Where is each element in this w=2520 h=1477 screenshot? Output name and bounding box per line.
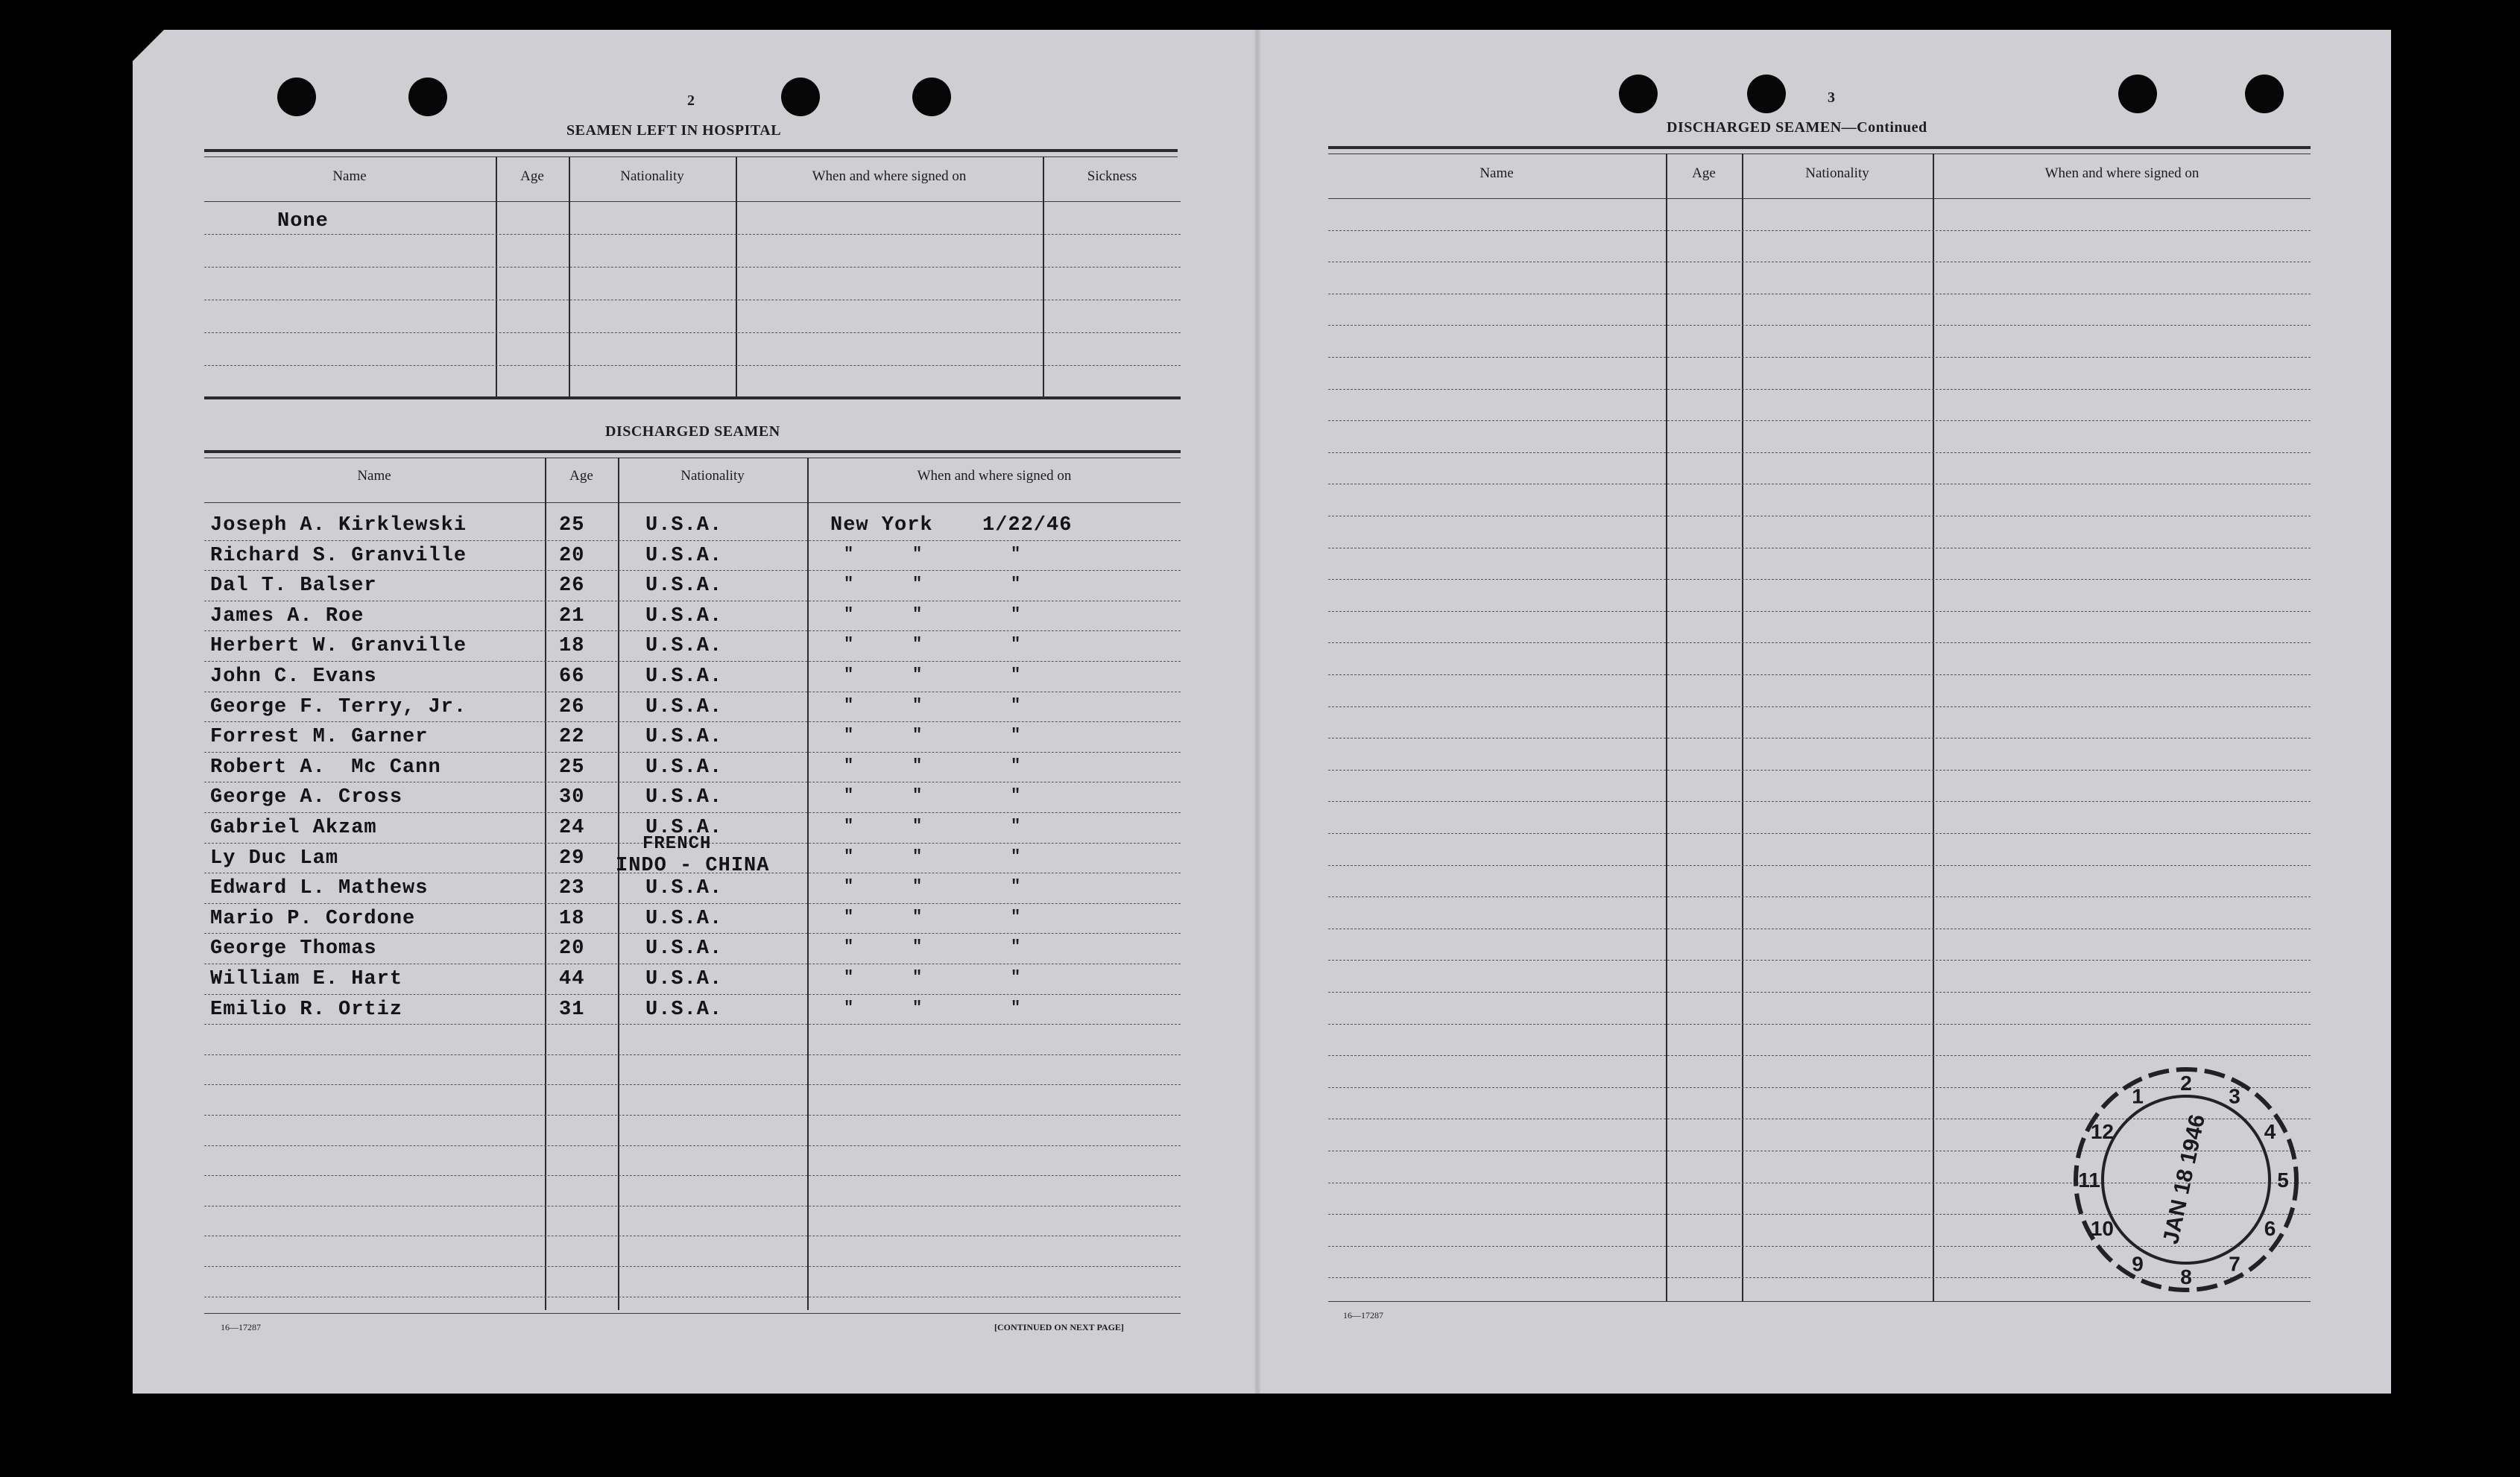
row-line bbox=[204, 1024, 1181, 1025]
ditto-mark: " bbox=[1011, 786, 1021, 805]
ditto-mark: " bbox=[844, 665, 854, 684]
ditto-mark: " bbox=[844, 696, 854, 715]
seaman-age: 30 bbox=[559, 786, 585, 809]
punch-hole bbox=[1619, 75, 1658, 113]
column-divider bbox=[736, 156, 737, 398]
ditto-mark: " bbox=[912, 968, 923, 987]
ditto-mark: " bbox=[844, 847, 854, 866]
seaman-nationality: U.S.A. bbox=[645, 937, 723, 960]
ditto-mark: " bbox=[912, 756, 923, 775]
row-line bbox=[204, 812, 1181, 813]
row-line bbox=[1328, 230, 2311, 231]
ditto-mark: " bbox=[1011, 635, 1021, 654]
stamp-date: JAN 18 1946 bbox=[2159, 1112, 2211, 1247]
column-header-age: Age bbox=[569, 468, 593, 484]
seaman-name: Gabriel Akzam bbox=[210, 817, 377, 839]
ditto-mark: " bbox=[1011, 908, 1021, 926]
seaman-nationality: U.S.A. bbox=[645, 665, 723, 688]
continued-note: [CONTINUED ON NEXT PAGE] bbox=[994, 1322, 1124, 1332]
row-line bbox=[204, 752, 1181, 753]
stamp-ring-number: 10 bbox=[2090, 1217, 2114, 1240]
punch-hole bbox=[781, 78, 820, 116]
row-line bbox=[1328, 674, 2311, 675]
column-header-signed-on: When and where signed on bbox=[2044, 165, 2200, 181]
column-divider bbox=[1933, 154, 1934, 1301]
row-line bbox=[204, 267, 1181, 268]
ditto-mark: " bbox=[912, 786, 923, 805]
ditto-mark: " bbox=[844, 817, 854, 835]
row-line bbox=[1328, 642, 2311, 643]
row-line bbox=[1328, 420, 2311, 421]
ditto-mark: " bbox=[1011, 545, 1021, 563]
seaman-age: 20 bbox=[559, 545, 585, 567]
row-line bbox=[1328, 389, 2311, 390]
rule bbox=[204, 1313, 1181, 1314]
punch-hole bbox=[1747, 75, 1786, 113]
seaman-nationality: U.S.A. bbox=[645, 817, 723, 839]
page-number: 3 bbox=[1828, 89, 1835, 106]
seaman-nationality: U.S.A. bbox=[645, 756, 723, 779]
seaman-name: Edward L. Mathews bbox=[210, 877, 429, 899]
row-line bbox=[1328, 801, 2311, 802]
ditto-mark: " bbox=[1011, 937, 1021, 956]
ditto-mark: " bbox=[912, 545, 923, 563]
ditto-mark: " bbox=[912, 817, 923, 835]
row-line bbox=[204, 365, 1181, 366]
discharged-continued-title: DISCHARGED SEAMEN—Continued bbox=[1667, 119, 1927, 136]
seaman-nationality: INDO - CHINA bbox=[616, 855, 770, 877]
column-header-name: Name bbox=[357, 468, 391, 484]
column-header-nationality: Nationality bbox=[1805, 165, 1869, 181]
punch-hole bbox=[2118, 75, 2157, 113]
seaman-nationality: U.S.A. bbox=[645, 635, 723, 657]
row-line bbox=[1328, 992, 2311, 993]
seaman-nationality: U.S.A. bbox=[645, 605, 723, 627]
column-header-age: Age bbox=[1692, 165, 1716, 181]
ditto-mark: " bbox=[912, 847, 923, 866]
ditto-mark: " bbox=[912, 575, 923, 593]
ditto-mark: " bbox=[912, 877, 923, 896]
row-line bbox=[1328, 1024, 2311, 1025]
ditto-mark: " bbox=[844, 726, 854, 744]
seaman-age: 44 bbox=[559, 968, 585, 990]
hospital-section-title: SEAMEN LEFT IN HOSPITAL bbox=[566, 122, 782, 139]
seaman-age: 20 bbox=[559, 937, 585, 960]
seaman-age: 66 bbox=[559, 665, 585, 688]
seaman-age: 31 bbox=[559, 999, 585, 1021]
seaman-nationality: U.S.A. bbox=[645, 545, 723, 567]
row-line bbox=[204, 332, 1181, 333]
ditto-mark: " bbox=[912, 665, 923, 684]
row-line bbox=[1328, 452, 2311, 453]
ditto-mark: " bbox=[844, 937, 854, 956]
row-line bbox=[204, 1054, 1181, 1055]
ditto-mark: " bbox=[1011, 605, 1021, 624]
seaman-name: James A. Roe bbox=[210, 605, 364, 627]
date-stamp bbox=[2063, 1057, 2309, 1303]
column-header-signed-on: When and where signed on bbox=[917, 468, 1072, 484]
seaman-name: Herbert W. Granville bbox=[210, 635, 467, 657]
nationality-note: FRENCH bbox=[642, 834, 712, 854]
form-number: 16—17287 bbox=[221, 1322, 261, 1332]
punch-hole bbox=[912, 78, 951, 116]
stamp-ring-number: 8 bbox=[2180, 1265, 2192, 1288]
column-divider bbox=[496, 156, 497, 398]
rule bbox=[204, 450, 1181, 453]
page-fold bbox=[1254, 30, 1260, 1394]
ditto-mark: " bbox=[844, 605, 854, 624]
ditto-mark: " bbox=[1011, 999, 1021, 1017]
seaman-name: William E. Hart bbox=[210, 968, 403, 990]
ditto-mark: " bbox=[1011, 665, 1021, 684]
row-line bbox=[204, 721, 1181, 722]
seaman-age: 22 bbox=[559, 726, 585, 748]
seaman-nationality: U.S.A. bbox=[645, 514, 723, 537]
ditto-mark: " bbox=[844, 635, 854, 654]
stamp-ring-number: 6 bbox=[2264, 1217, 2276, 1240]
column-divider bbox=[1043, 156, 1044, 398]
seaman-nationality: U.S.A. bbox=[645, 908, 723, 930]
ditto-mark: " bbox=[912, 908, 923, 926]
row-line bbox=[1328, 325, 2311, 326]
seaman-nationality: U.S.A. bbox=[645, 999, 723, 1021]
column-divider bbox=[1742, 154, 1743, 1301]
seaman-nationality: U.S.A. bbox=[645, 575, 723, 597]
punch-hole bbox=[408, 78, 447, 116]
seaman-age: 25 bbox=[559, 514, 585, 537]
signed-on-place: New York bbox=[830, 514, 933, 537]
row-line bbox=[204, 234, 1181, 235]
seaman-age: 23 bbox=[559, 877, 585, 899]
seaman-age: 25 bbox=[559, 756, 585, 779]
row-line bbox=[204, 1115, 1181, 1116]
column-header-nationality: Nationality bbox=[680, 468, 745, 484]
seaman-name: Mario P. Cordone bbox=[210, 908, 416, 930]
seaman-name: Robert A. Mc Cann bbox=[210, 756, 441, 779]
column-header-name: Name bbox=[332, 168, 367, 184]
seaman-name: Richard S. Granville bbox=[210, 545, 467, 567]
ditto-mark: " bbox=[844, 908, 854, 926]
seaman-name: Dal T. Balser bbox=[210, 575, 377, 597]
seaman-nationality: U.S.A. bbox=[645, 877, 723, 899]
stamp-ring-number: 12 bbox=[2090, 1120, 2114, 1143]
row-line bbox=[1328, 706, 2311, 707]
seaman-name: George A. Cross bbox=[210, 786, 403, 809]
form-number: 16—17287 bbox=[1343, 1310, 1383, 1321]
rule bbox=[204, 149, 1178, 152]
row-line bbox=[204, 903, 1181, 904]
ditto-mark: " bbox=[1011, 756, 1021, 775]
row-line bbox=[204, 661, 1181, 662]
ditto-mark: " bbox=[1011, 726, 1021, 744]
seaman-name: Emilio R. Ortiz bbox=[210, 999, 403, 1021]
ditto-mark: " bbox=[912, 937, 923, 956]
row-line bbox=[204, 540, 1181, 541]
seaman-age: 29 bbox=[559, 847, 585, 870]
seaman-name: Ly Duc Lam bbox=[210, 847, 339, 870]
stamp-ring-number: 1 bbox=[2132, 1084, 2144, 1108]
seaman-name: Forrest M. Garner bbox=[210, 726, 429, 748]
row-line bbox=[1328, 896, 2311, 897]
rule bbox=[1328, 146, 2311, 149]
column-header-nationality: Nationality bbox=[620, 168, 684, 184]
column-divider bbox=[569, 156, 570, 398]
stamp-ring-number: 2 bbox=[2180, 1072, 2192, 1095]
seaman-age: 18 bbox=[559, 908, 585, 930]
ditto-mark: " bbox=[844, 999, 854, 1017]
stamp-ring-number: 3 bbox=[2229, 1084, 2240, 1108]
rule bbox=[204, 156, 1178, 157]
ditto-mark: " bbox=[844, 545, 854, 563]
ditto-mark: " bbox=[1011, 847, 1021, 866]
ditto-mark: " bbox=[912, 605, 923, 624]
signed-on-date: 1/22/46 bbox=[982, 514, 1073, 537]
discharged-section-title: DISCHARGED SEAMEN bbox=[605, 423, 780, 440]
seaman-name: John C. Evans bbox=[210, 665, 377, 688]
punch-hole bbox=[2245, 75, 2284, 113]
ditto-mark: " bbox=[1011, 575, 1021, 593]
ditto-mark: " bbox=[1011, 817, 1021, 835]
seaman-name: George F. Terry, Jr. bbox=[210, 696, 467, 718]
seaman-nationality: U.S.A. bbox=[645, 726, 723, 748]
column-divider bbox=[807, 458, 809, 1310]
stamp-ring-number: 5 bbox=[2277, 1168, 2289, 1192]
rule bbox=[204, 396, 1181, 399]
row-line bbox=[204, 1175, 1181, 1176]
punch-hole bbox=[277, 78, 316, 116]
rule bbox=[204, 502, 1181, 503]
ditto-mark: " bbox=[912, 635, 923, 654]
ditto-mark: " bbox=[844, 756, 854, 775]
page-number: 2 bbox=[687, 92, 695, 109]
column-header-name: Name bbox=[1480, 165, 1514, 181]
seaman-nationality: U.S.A. bbox=[645, 968, 723, 990]
row-line bbox=[204, 630, 1181, 631]
rule bbox=[1328, 198, 2311, 199]
hospital-entry: None bbox=[277, 210, 329, 233]
row-line bbox=[1328, 770, 2311, 771]
row-line bbox=[204, 1084, 1181, 1085]
seaman-age: 26 bbox=[559, 575, 585, 597]
seaman-nationality: U.S.A. bbox=[645, 696, 723, 718]
row-line bbox=[1328, 1055, 2311, 1056]
seaman-nationality: U.S.A. bbox=[645, 786, 723, 809]
column-divider bbox=[618, 458, 619, 1310]
row-line bbox=[1328, 865, 2311, 866]
ditto-mark: " bbox=[844, 786, 854, 805]
ditto-mark: " bbox=[1011, 877, 1021, 896]
row-line bbox=[204, 1145, 1181, 1146]
stamp-ring-number: 9 bbox=[2132, 1252, 2144, 1276]
column-header-signed-on: When and where signed on bbox=[812, 168, 967, 184]
row-line bbox=[204, 570, 1181, 571]
rule bbox=[204, 201, 1181, 202]
row-line bbox=[1328, 833, 2311, 834]
row-line bbox=[204, 1266, 1181, 1267]
seaman-age: 18 bbox=[559, 635, 585, 657]
seaman-age: 26 bbox=[559, 696, 585, 718]
row-line bbox=[1328, 960, 2311, 961]
ditto-mark: " bbox=[912, 696, 923, 715]
stamp-ring-number: 11 bbox=[2078, 1168, 2100, 1192]
seaman-age: 24 bbox=[559, 817, 585, 839]
row-line bbox=[204, 933, 1181, 934]
column-divider bbox=[545, 458, 546, 1310]
ditto-mark: " bbox=[1011, 968, 1021, 987]
ditto-mark: " bbox=[912, 999, 923, 1017]
row-line bbox=[1328, 611, 2311, 612]
column-divider bbox=[1666, 154, 1667, 1301]
row-line bbox=[1328, 357, 2311, 358]
ditto-mark: " bbox=[844, 968, 854, 987]
ditto-mark: " bbox=[844, 877, 854, 896]
seaman-name: George Thomas bbox=[210, 937, 377, 960]
stamp-ring-number: 4 bbox=[2264, 1120, 2276, 1143]
ditto-mark: " bbox=[1011, 696, 1021, 715]
row-line bbox=[204, 994, 1181, 995]
seaman-name: Joseph A. Kirklewski bbox=[210, 514, 467, 537]
column-header-sickness: Sickness bbox=[1087, 168, 1137, 184]
ditto-mark: " bbox=[912, 726, 923, 744]
stamp-ring-number: 7 bbox=[2229, 1252, 2240, 1276]
row-line bbox=[1328, 579, 2311, 580]
seaman-age: 21 bbox=[559, 605, 585, 627]
column-header-age: Age bbox=[520, 168, 544, 184]
ditto-mark: " bbox=[844, 575, 854, 593]
